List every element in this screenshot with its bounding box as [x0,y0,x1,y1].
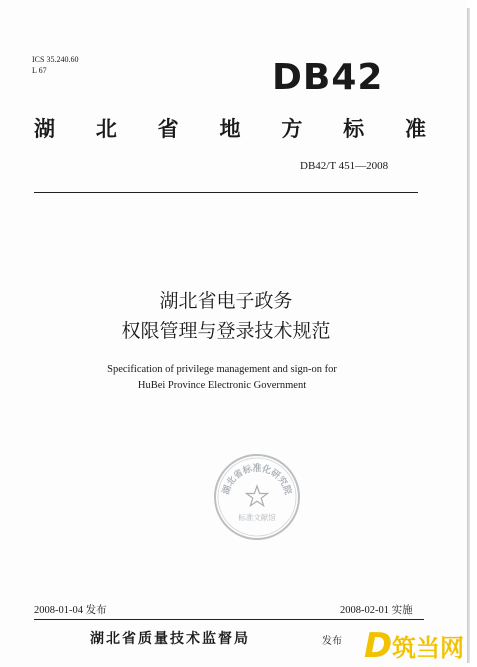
watermark-letter: D [364,626,393,664]
title-english-line-1: Specification of privilege management and sign-on for [107,364,337,375]
issuing-authority: 湖北省质量技术监督局 [90,631,250,647]
standard-type-char: 方 [281,117,303,141]
standard-type-char: 地 [219,117,241,141]
issuing-authority-suffix: 发布 [322,636,342,647]
standard-type-char: 北 [95,117,117,141]
ics-classification [32,54,78,76]
issue-date: 2008-01-04 发布 [34,605,107,616]
svg-text:湖北省标准化研究院 [219,462,295,497]
footer-divider [34,619,424,620]
title-english-line-2: HuBei Province Electronic Government [137,380,307,391]
seal-arc-text: 湖北省标准化研究院 [221,464,293,496]
seal-bottom-text: 标准文献馆 [238,513,276,522]
implementation-date: 2008-02-01 实施 [340,605,413,616]
standard-type-char: 省 [157,117,179,141]
ccs-code: L 67 [32,66,47,75]
ics-code: ICS 35.240.60 [32,55,79,64]
header-divider [34,192,418,193]
title-chinese-line-1: 湖北省电子政务 [159,290,293,312]
standard-number: DB42/T 451—2008 [300,160,389,172]
title-chinese-line-2: 权限管理与登录技术规范 [121,320,331,342]
scan-margin [470,0,477,667]
library-seal-stamp [212,452,302,542]
db42-logo: DB42 [272,57,384,98]
standard-type-char: 湖 [34,117,55,141]
standard-type-char: 标 [343,117,365,141]
standard-type-heading [34,116,426,142]
standard-type-char: 准 [404,117,426,141]
site-watermark-logo [362,624,472,664]
watermark-text: 筑当网 [392,634,464,662]
